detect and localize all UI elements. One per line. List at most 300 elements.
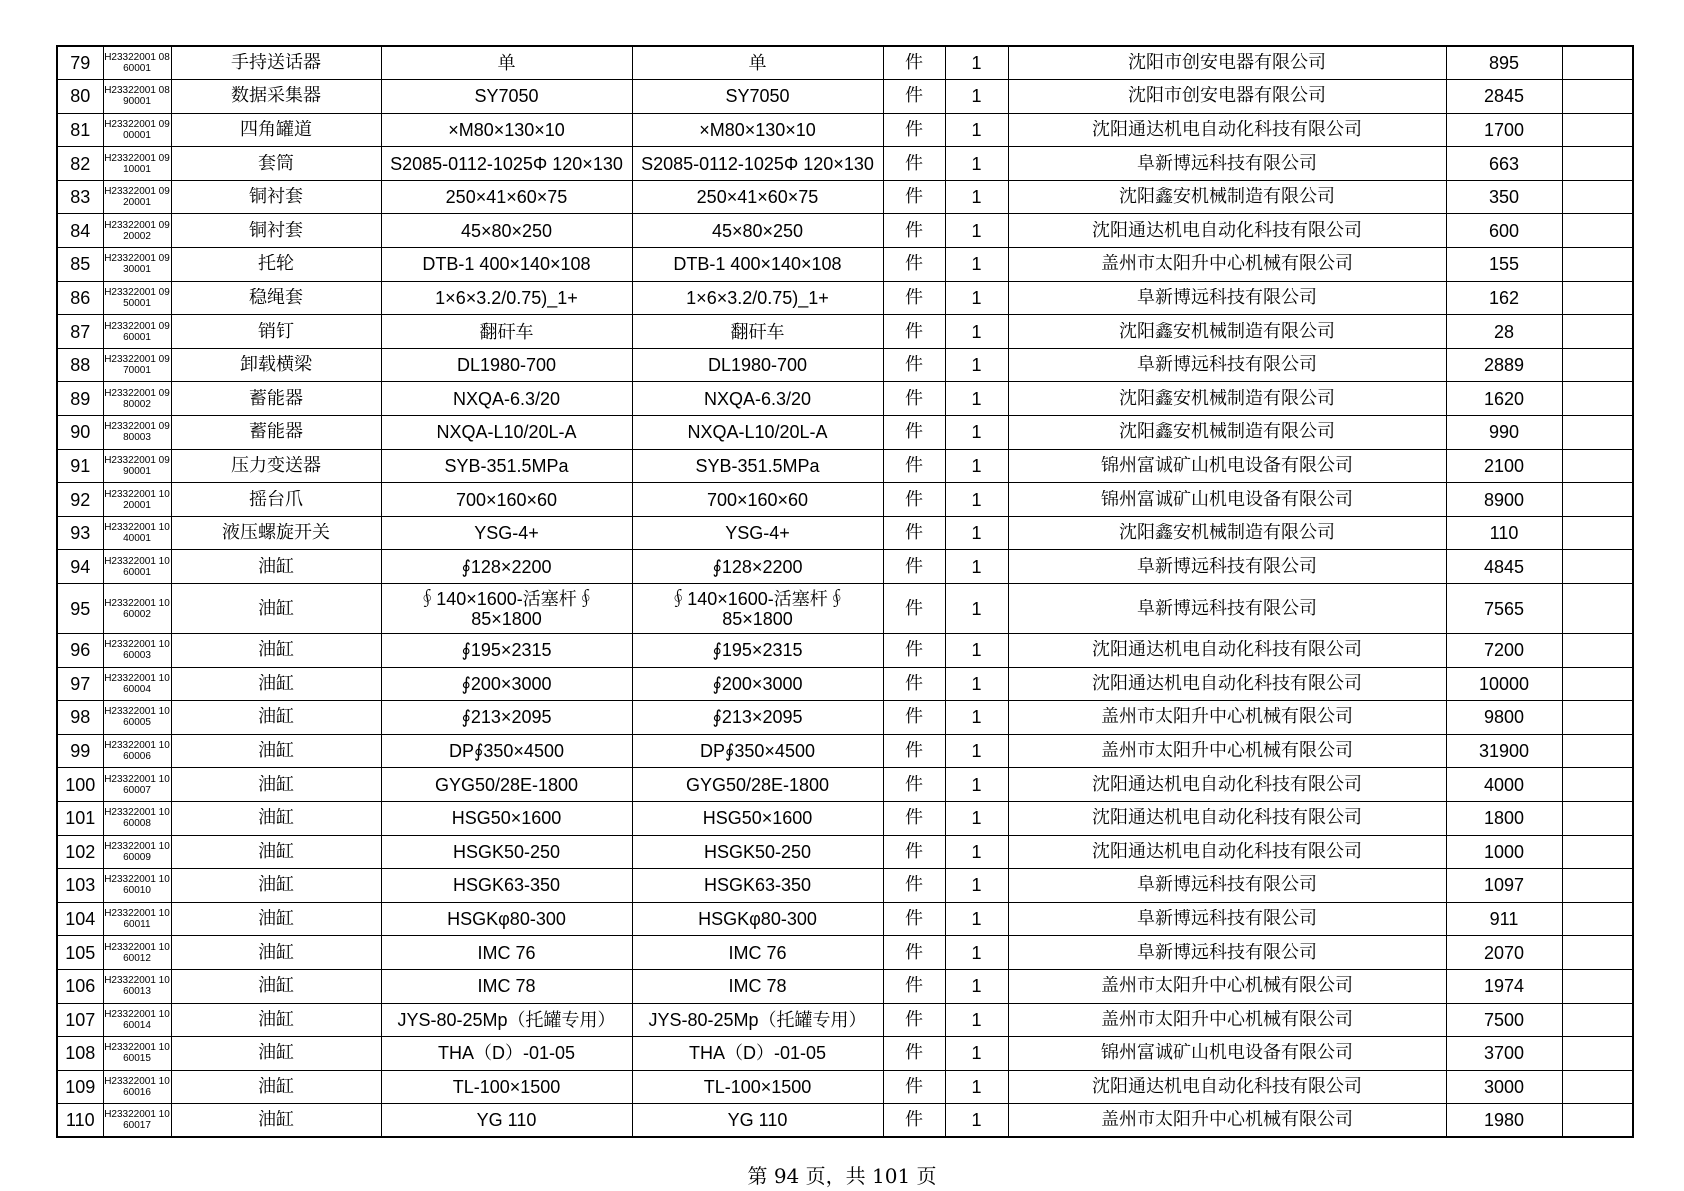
item-name-text: 油缸: [258, 598, 294, 619]
item-name: [171, 768, 381, 802]
item-model: [632, 180, 883, 214]
supplier-name: [1008, 667, 1446, 701]
row-index-text: 79: [70, 53, 91, 74]
item-note: [1562, 667, 1633, 701]
item-code-text: H23322001 0970001: [104, 354, 170, 377]
item-price: [1446, 449, 1562, 483]
item-model: [632, 46, 883, 80]
item-code: [103, 701, 171, 735]
item-price: [1446, 734, 1562, 768]
item-quantity-text: 1: [971, 598, 982, 619]
item-model-text: ×M80×130×10: [699, 119, 816, 140]
item-name-text: 卸载横梁: [240, 355, 312, 376]
item-name: [171, 382, 381, 416]
item-price: [1446, 1070, 1562, 1104]
row-index: [57, 348, 103, 382]
item-model: [632, 869, 883, 903]
row-index: [57, 80, 103, 114]
item-model-text: ∮213×2095: [712, 707, 803, 728]
item-spec: [381, 550, 632, 584]
item-spec: [381, 835, 632, 869]
supplier-name: [1008, 701, 1446, 735]
item-model-text: HSG50×1600: [702, 808, 813, 829]
item-price: [1446, 768, 1562, 802]
item-name: [171, 483, 381, 517]
item-unit: [883, 449, 945, 483]
row-index-text: 110: [65, 1110, 95, 1131]
item-price: [1446, 315, 1562, 349]
item-code: [103, 734, 171, 768]
item-model: [632, 113, 883, 147]
item-price-text: 663: [1488, 153, 1520, 174]
table-row: [57, 180, 1633, 214]
item-quantity-text: 1: [971, 422, 982, 443]
item-name-text: 油缸: [258, 1043, 294, 1064]
item-model-text: YG 110: [727, 1110, 788, 1131]
item-model: [632, 969, 883, 1003]
item-name-text: 四角罐道: [240, 119, 312, 140]
item-unit-text: 件: [905, 556, 923, 577]
page-footer: 第 94 页，共 101 页: [747, 1164, 937, 1188]
item-price-text: 895: [1488, 53, 1520, 74]
item-quantity: [945, 902, 1008, 936]
supplier-name: [1008, 869, 1446, 903]
item-price: [1446, 835, 1562, 869]
item-name-text: 油缸: [258, 1009, 294, 1030]
item-code: [103, 248, 171, 282]
supplier-name: [1008, 147, 1446, 181]
item-code: [103, 768, 171, 802]
supplier-name: [1008, 80, 1446, 114]
item-spec: [381, 1104, 632, 1138]
item-price: [1446, 701, 1562, 735]
item-unit-text: 件: [905, 388, 923, 409]
item-spec: [381, 382, 632, 416]
item-model-text: NXQA-6.3/20: [703, 388, 812, 409]
table-row: [57, 483, 1633, 517]
item-unit: [883, 1037, 945, 1071]
item-spec: [381, 584, 632, 634]
item-name: [171, 214, 381, 248]
item-note: [1562, 180, 1633, 214]
item-code: [103, 936, 171, 970]
table-row: [57, 801, 1633, 835]
item-quantity-text: 1: [971, 556, 982, 577]
item-spec: [381, 348, 632, 382]
supplier-name-text: 沈阳通达机电自动化科技有限公司: [1092, 640, 1362, 661]
supplier-name: [1008, 584, 1446, 634]
item-spec-text: DP∮350×4500: [449, 741, 564, 762]
item-code: [103, 969, 171, 1003]
row-index-text: 106: [65, 976, 96, 997]
item-quantity-text: 1: [971, 774, 982, 795]
item-spec: [381, 248, 632, 282]
item-price: [1446, 936, 1562, 970]
item-model-text: NXQA-L10/20L-A: [687, 422, 828, 443]
item-quantity: [945, 1003, 1008, 1037]
supplier-name-text: 盖州市太阳升中心机械有限公司: [1101, 741, 1353, 762]
item-model: [632, 667, 883, 701]
item-name-text: 蓄能器: [249, 388, 303, 409]
item-quantity-text: 1: [971, 640, 982, 661]
table-body: [57, 46, 1633, 1137]
item-unit-text: 件: [905, 707, 923, 728]
item-model: [632, 734, 883, 768]
item-quantity: [945, 584, 1008, 634]
item-code-text: H23322001 1060014: [104, 1008, 170, 1031]
item-unit: [883, 180, 945, 214]
item-spec: [381, 147, 632, 181]
item-code-text: H23322001 0900001: [104, 118, 170, 141]
item-quantity-text: 1: [971, 1043, 982, 1064]
item-code: [103, 667, 171, 701]
row-index: [57, 1037, 103, 1071]
table-row: [57, 667, 1633, 701]
row-index: [57, 584, 103, 634]
item-spec: [381, 801, 632, 835]
item-note: [1562, 768, 1633, 802]
item-unit-text: 件: [905, 489, 923, 510]
item-name: [171, 734, 381, 768]
item-price-text: 28: [1493, 321, 1515, 342]
item-name: [171, 1037, 381, 1071]
supplier-name: [1008, 180, 1446, 214]
item-unit: [883, 113, 945, 147]
row-index: [57, 516, 103, 550]
supplier-name: [1008, 281, 1446, 315]
row-index-text: 109: [65, 1077, 96, 1098]
item-price-text: 162: [1488, 287, 1520, 308]
item-model-text: JYS-80-25Mp（托罐专用）: [648, 1009, 867, 1030]
item-price-text: 1980: [1483, 1110, 1525, 1131]
item-quantity-text: 1: [971, 489, 982, 510]
table-row: [57, 1070, 1633, 1104]
item-note: [1562, 281, 1633, 315]
item-model: [632, 1104, 883, 1138]
item-code-text: H23322001 1060009: [104, 840, 170, 863]
item-spec-text: 250×41×60×75: [445, 187, 568, 208]
item-unit: [883, 281, 945, 315]
item-note: [1562, 734, 1633, 768]
supplier-name: [1008, 1003, 1446, 1037]
supplier-name-text: 锦州富诚矿山机电设备有限公司: [1101, 455, 1353, 476]
item-name-text: 压力变送器: [231, 455, 321, 476]
item-unit: [883, 801, 945, 835]
item-spec-text: ∮195×2315: [461, 640, 552, 661]
row-index-text: 88: [70, 355, 91, 376]
item-price: [1446, 550, 1562, 584]
item-price-text: 110: [1489, 523, 1519, 544]
item-name-text: 油缸: [258, 841, 294, 862]
item-name: [171, 550, 381, 584]
item-quantity: [945, 550, 1008, 584]
item-unit: [883, 701, 945, 735]
row-index: [57, 449, 103, 483]
item-code: [103, 516, 171, 550]
item-price: [1446, 1003, 1562, 1037]
supplier-name-text: 沈阳鑫安机械制造有限公司: [1119, 422, 1335, 443]
item-spec: [381, 46, 632, 80]
item-model-text: IMC 78: [728, 976, 787, 997]
item-quantity-text: 1: [971, 707, 982, 728]
item-price-text: 1000: [1483, 841, 1525, 862]
table-row: [57, 516, 1633, 550]
row-index: [57, 180, 103, 214]
item-price-text: 1800: [1483, 808, 1525, 829]
item-unit-text: 件: [905, 1077, 923, 1098]
item-spec: [381, 180, 632, 214]
table-row: [57, 281, 1633, 315]
row-index-text: 80: [70, 86, 91, 107]
item-unit: [883, 46, 945, 80]
item-unit: [883, 667, 945, 701]
supplier-name: [1008, 348, 1446, 382]
item-unit-text: 件: [905, 841, 923, 862]
item-code: [103, 801, 171, 835]
row-index-text: 101: [65, 808, 96, 829]
row-index-text: 99: [70, 741, 91, 762]
item-spec-text: ×M80×130×10: [448, 119, 565, 140]
table-row: [57, 1003, 1633, 1037]
item-model: [632, 936, 883, 970]
item-quantity-text: 1: [971, 741, 982, 762]
item-quantity-text: 1: [971, 153, 982, 174]
item-quantity: [945, 80, 1008, 114]
item-unit: [883, 734, 945, 768]
item-code-text: H23322001 1060015: [104, 1042, 170, 1065]
item-model-text: HSGK50-250: [703, 841, 812, 862]
item-note: [1562, 835, 1633, 869]
item-model: [632, 801, 883, 835]
item-quantity: [945, 147, 1008, 181]
row-index: [57, 483, 103, 517]
item-quantity: [945, 734, 1008, 768]
item-note: [1562, 315, 1633, 349]
item-quantity-text: 1: [971, 875, 982, 896]
item-spec-text: ∮200×3000: [461, 673, 552, 694]
item-quantity: [945, 516, 1008, 550]
row-index-text: 94: [70, 556, 91, 577]
item-code: [103, 113, 171, 147]
item-quantity: [945, 281, 1008, 315]
item-name: [171, 902, 381, 936]
item-code-text: H23322001 0920002: [104, 219, 170, 242]
item-unit: [883, 936, 945, 970]
item-unit: [883, 1070, 945, 1104]
item-name-text: 稳绳套: [249, 287, 303, 308]
item-price: [1446, 248, 1562, 282]
item-unit-text: 件: [905, 220, 923, 241]
item-model: [632, 634, 883, 668]
item-code-text: H23322001 0930001: [104, 253, 170, 276]
item-price: [1446, 516, 1562, 550]
item-spec: [381, 701, 632, 735]
item-model: [632, 214, 883, 248]
supplier-name: [1008, 248, 1446, 282]
item-quantity: [945, 113, 1008, 147]
item-price-text: 7500: [1483, 1009, 1525, 1030]
item-name: [171, 449, 381, 483]
item-spec: [381, 734, 632, 768]
item-note: [1562, 1104, 1633, 1138]
item-price-text: 2100: [1483, 455, 1525, 476]
item-unit-text: 件: [905, 119, 923, 140]
item-model-text: ∮200×3000: [712, 673, 803, 694]
item-spec-text: TL-100×1500: [452, 1077, 561, 1098]
supplier-name: [1008, 214, 1446, 248]
item-unit-text: 件: [905, 976, 923, 997]
item-quantity-text: 1: [971, 909, 982, 930]
item-spec-text: GYG50/28E-1800: [434, 774, 579, 795]
item-code: [103, 449, 171, 483]
item-price-text: 2845: [1483, 86, 1525, 107]
item-code-text: H23322001 0960001: [104, 320, 170, 343]
item-name: [171, 584, 381, 634]
item-model: [632, 449, 883, 483]
supplier-name-text: 沈阳市创安电器有限公司: [1128, 86, 1326, 107]
item-price: [1446, 1104, 1562, 1138]
item-code: [103, 214, 171, 248]
item-spec: [381, 768, 632, 802]
item-price-text: 350: [1488, 187, 1520, 208]
item-code: [103, 1104, 171, 1138]
item-price: [1446, 46, 1562, 80]
item-name: [171, 835, 381, 869]
supplier-name: [1008, 801, 1446, 835]
item-unit: [883, 382, 945, 416]
supplier-name: [1008, 969, 1446, 1003]
row-index-text: 84: [70, 220, 91, 241]
item-model-text: 250×41×60×75: [696, 187, 819, 208]
item-quantity: [945, 1070, 1008, 1104]
item-spec: [381, 634, 632, 668]
item-spec-text: 1×6×3.2/0.75)_1+: [435, 287, 578, 308]
item-code-text: H23322001 1060004: [104, 672, 170, 695]
table-row: [57, 1037, 1633, 1071]
table-row: [57, 315, 1633, 349]
item-name: [171, 281, 381, 315]
item-note: [1562, 46, 1633, 80]
supplier-name: [1008, 516, 1446, 550]
supplier-name: [1008, 835, 1446, 869]
item-model-text: DTB-1 400×140×108: [673, 254, 842, 275]
supplier-name-text: 沈阳市创安电器有限公司: [1128, 53, 1326, 74]
row-index: [57, 147, 103, 181]
table-row: [57, 902, 1633, 936]
item-unit-text: 件: [905, 321, 923, 342]
item-name-text: 油缸: [258, 1077, 294, 1098]
row-index-text: 98: [70, 707, 91, 728]
item-price-text: 2889: [1483, 355, 1525, 376]
item-name: [171, 969, 381, 1003]
item-spec: [381, 969, 632, 1003]
item-note: [1562, 902, 1633, 936]
item-model: [632, 584, 883, 634]
item-name: [171, 113, 381, 147]
supplier-name-text: 盖州市太阳升中心机械有限公司: [1101, 1009, 1353, 1030]
item-spec-text: NXQA-6.3/20: [452, 388, 561, 409]
supplier-name-text: 阜新博远科技有限公司: [1137, 556, 1317, 577]
item-spec: [381, 281, 632, 315]
item-unit-text: 件: [905, 673, 923, 694]
item-price-text: 9800: [1483, 707, 1525, 728]
item-spec-text: HSG50×1600: [451, 808, 562, 829]
item-code-text: H23322001 1060006: [104, 740, 170, 763]
item-unit: [883, 634, 945, 668]
item-unit: [883, 902, 945, 936]
row-index: [57, 1104, 103, 1138]
item-quantity-text: 1: [971, 1009, 982, 1030]
supplier-name-text: 沈阳通达机电自动化科技有限公司: [1092, 119, 1362, 140]
row-index-text: 105: [65, 942, 96, 963]
item-quantity-text: 1: [971, 86, 982, 107]
row-index-text: 90: [70, 422, 91, 443]
item-name: [171, 667, 381, 701]
item-price: [1446, 902, 1562, 936]
item-name-text: 油缸: [258, 1110, 294, 1131]
item-model-text: DL1980-700: [707, 355, 808, 376]
table-row: [57, 416, 1633, 450]
supplier-name-text: 阜新博远科技有限公司: [1137, 287, 1317, 308]
supplier-name-text: 沈阳鑫安机械制造有限公司: [1119, 321, 1335, 342]
item-code: [103, 46, 171, 80]
item-quantity-text: 1: [971, 942, 982, 963]
item-name: [171, 315, 381, 349]
item-spec-text: ∮128×2200: [461, 556, 552, 577]
supplier-name-text: 沈阳鑫安机械制造有限公司: [1119, 187, 1335, 208]
item-price: [1446, 1037, 1562, 1071]
item-unit: [883, 80, 945, 114]
supplier-name: [1008, 113, 1446, 147]
item-price-text: 990: [1488, 422, 1520, 443]
item-code: [103, 1003, 171, 1037]
item-spec: [381, 416, 632, 450]
supplier-name: [1008, 1070, 1446, 1104]
item-unit-text: 件: [905, 523, 923, 544]
row-index-text: 92: [70, 489, 91, 510]
item-price-text: 7200: [1483, 640, 1525, 661]
item-code: [103, 483, 171, 517]
item-price: [1446, 416, 1562, 450]
supplier-name-text: 沈阳通达机电自动化科技有限公司: [1092, 808, 1362, 829]
row-index: [57, 701, 103, 735]
item-unit-text: 件: [905, 1110, 923, 1131]
item-model-text: THA（D）-01-05: [688, 1043, 827, 1064]
item-note: [1562, 1037, 1633, 1071]
item-name: [171, 348, 381, 382]
item-price: [1446, 382, 1562, 416]
item-price-text: 2070: [1483, 942, 1525, 963]
row-index: [57, 416, 103, 450]
item-spec: [381, 113, 632, 147]
item-code: [103, 902, 171, 936]
item-quantity-text: 1: [971, 187, 982, 208]
item-quantity: [945, 869, 1008, 903]
item-code-text: H23322001 0920001: [104, 186, 170, 209]
item-model: [632, 516, 883, 550]
item-spec-text: YG 110: [476, 1110, 537, 1131]
item-model-text: TL-100×1500: [703, 1077, 812, 1098]
item-name: [171, 180, 381, 214]
item-code-text: H23322001 1020001: [104, 488, 170, 511]
item-code-text: H23322001 1060003: [104, 639, 170, 662]
item-spec-text: THA（D）-01-05: [437, 1043, 576, 1064]
item-unit: [883, 214, 945, 248]
row-index-text: 86: [70, 287, 91, 308]
table-row: [57, 634, 1633, 668]
item-unit-text: 件: [905, 53, 923, 74]
item-model: [632, 550, 883, 584]
